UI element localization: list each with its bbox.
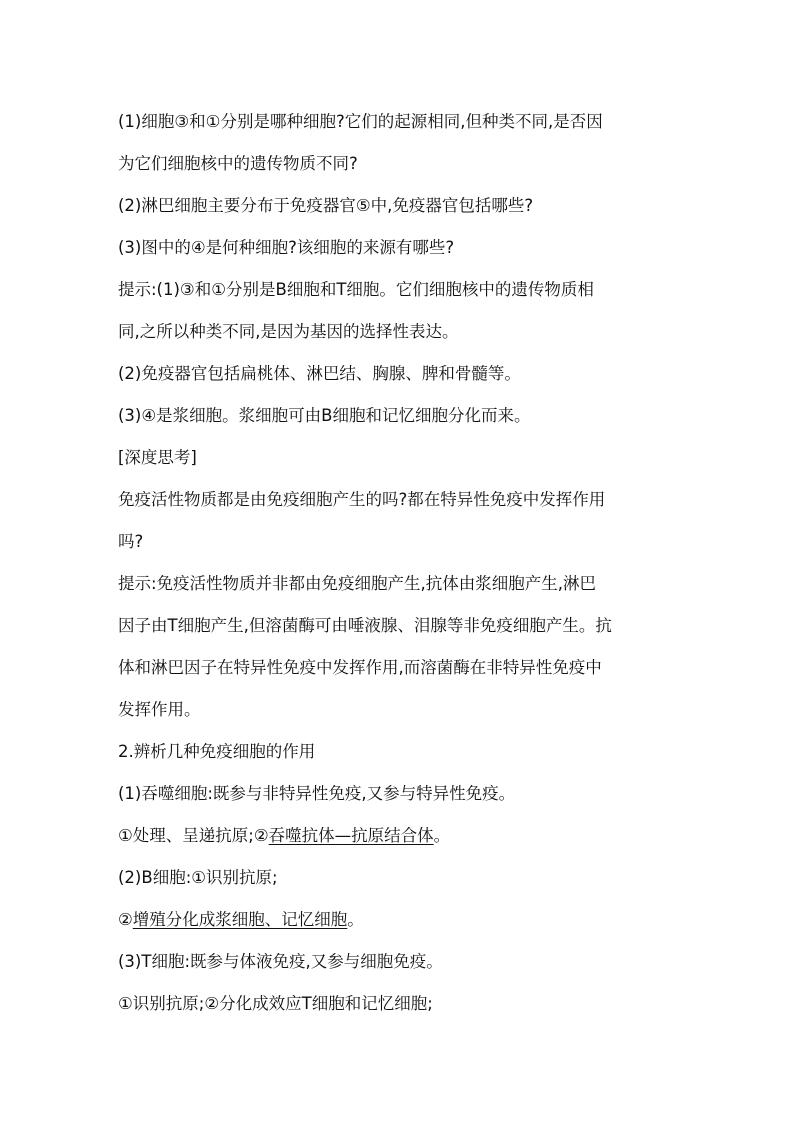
- section-2-heading: 2.辨析几种免疫细胞的作用: [118, 742, 316, 761]
- b-cell-functions-underlined: 增殖分化成浆细胞、记忆细胞: [132, 910, 348, 929]
- question-3: (3)图中的④是何种细胞?该细胞的来源有哪些?: [118, 238, 455, 257]
- deep-thinking-hint-line-2: 因子由T细胞产生,但溶菌酶可由唾液腺、泪腺等非免疫细胞产生。抗: [118, 616, 612, 635]
- phagocyte-functions: [118, 815, 698, 857]
- deep-thinking-hint-line-3: 体和淋巴因子在特异性免疫中发挥作用,而溶菌酶在非特异性免疫中: [118, 658, 602, 677]
- question-2: (2)淋巴细胞主要分布于免疫器官⑤中,免疫器官包括哪些?: [118, 196, 534, 215]
- question-1-line-1: (1)细胞③和①分别是哪种细胞?它们的起源相同,但种类不同,是否因: [118, 112, 603, 131]
- hint-1-line-1: 提示:(1)③和①分别是B细胞和T细胞。它们细胞核中的遗传物质相: [118, 280, 594, 299]
- phagocyte-functions-suffix: 。: [433, 826, 451, 845]
- document-body: [118, 101, 698, 1025]
- t-cell-functions: ①识别抗原;②分化成效应T细胞和记忆细胞;: [118, 994, 433, 1013]
- phagocyte-functions-prefix: ①处理、呈递抗原;②: [118, 826, 269, 845]
- hint-2: (2)免疫器官包括扁桃体、淋巴结、胸腺、脾和骨髓等。: [118, 364, 521, 383]
- deep-thinking-question-line-2: 吗?: [118, 532, 144, 551]
- deep-thinking-hint-line-1: 提示:免疫活性物质并非都由免疫细胞产生,抗体由浆细胞产生,淋巴: [118, 574, 597, 593]
- hint-1-line-2: 同,之所以种类不同,是因为基因的选择性表达。: [118, 322, 459, 341]
- t-cell-intro: (3)T细胞:既参与体液免疫,又参与细胞免疫。: [118, 952, 443, 971]
- deep-thinking-heading: [深度思考]: [118, 448, 197, 467]
- hint-3: (3)④是浆细胞。浆细胞可由B细胞和记忆细胞分化而来。: [118, 406, 531, 425]
- b-cell-functions-prefix: ②: [118, 910, 133, 929]
- b-cell-functions-suffix: 。: [347, 910, 364, 929]
- deep-thinking-question-line-1: 免疫活性物质都是由免疫细胞产生的吗?都在特异性免疫中发挥作用: [118, 490, 606, 509]
- b-cell-functions: [118, 899, 698, 941]
- b-cell-intro: (2)B细胞:①识别抗原;: [118, 868, 278, 887]
- question-1-line-2: 为它们细胞核中的遗传物质不同?: [118, 154, 358, 173]
- deep-thinking-hint-line-4: 发挥作用。: [118, 700, 201, 719]
- phagocyte-intro: (1)吞噬细胞:既参与非特异性免疫,又参与特异性免疫。: [118, 784, 516, 803]
- phagocyte-functions-underlined: 吞噬抗体—抗原结合体: [268, 826, 434, 845]
